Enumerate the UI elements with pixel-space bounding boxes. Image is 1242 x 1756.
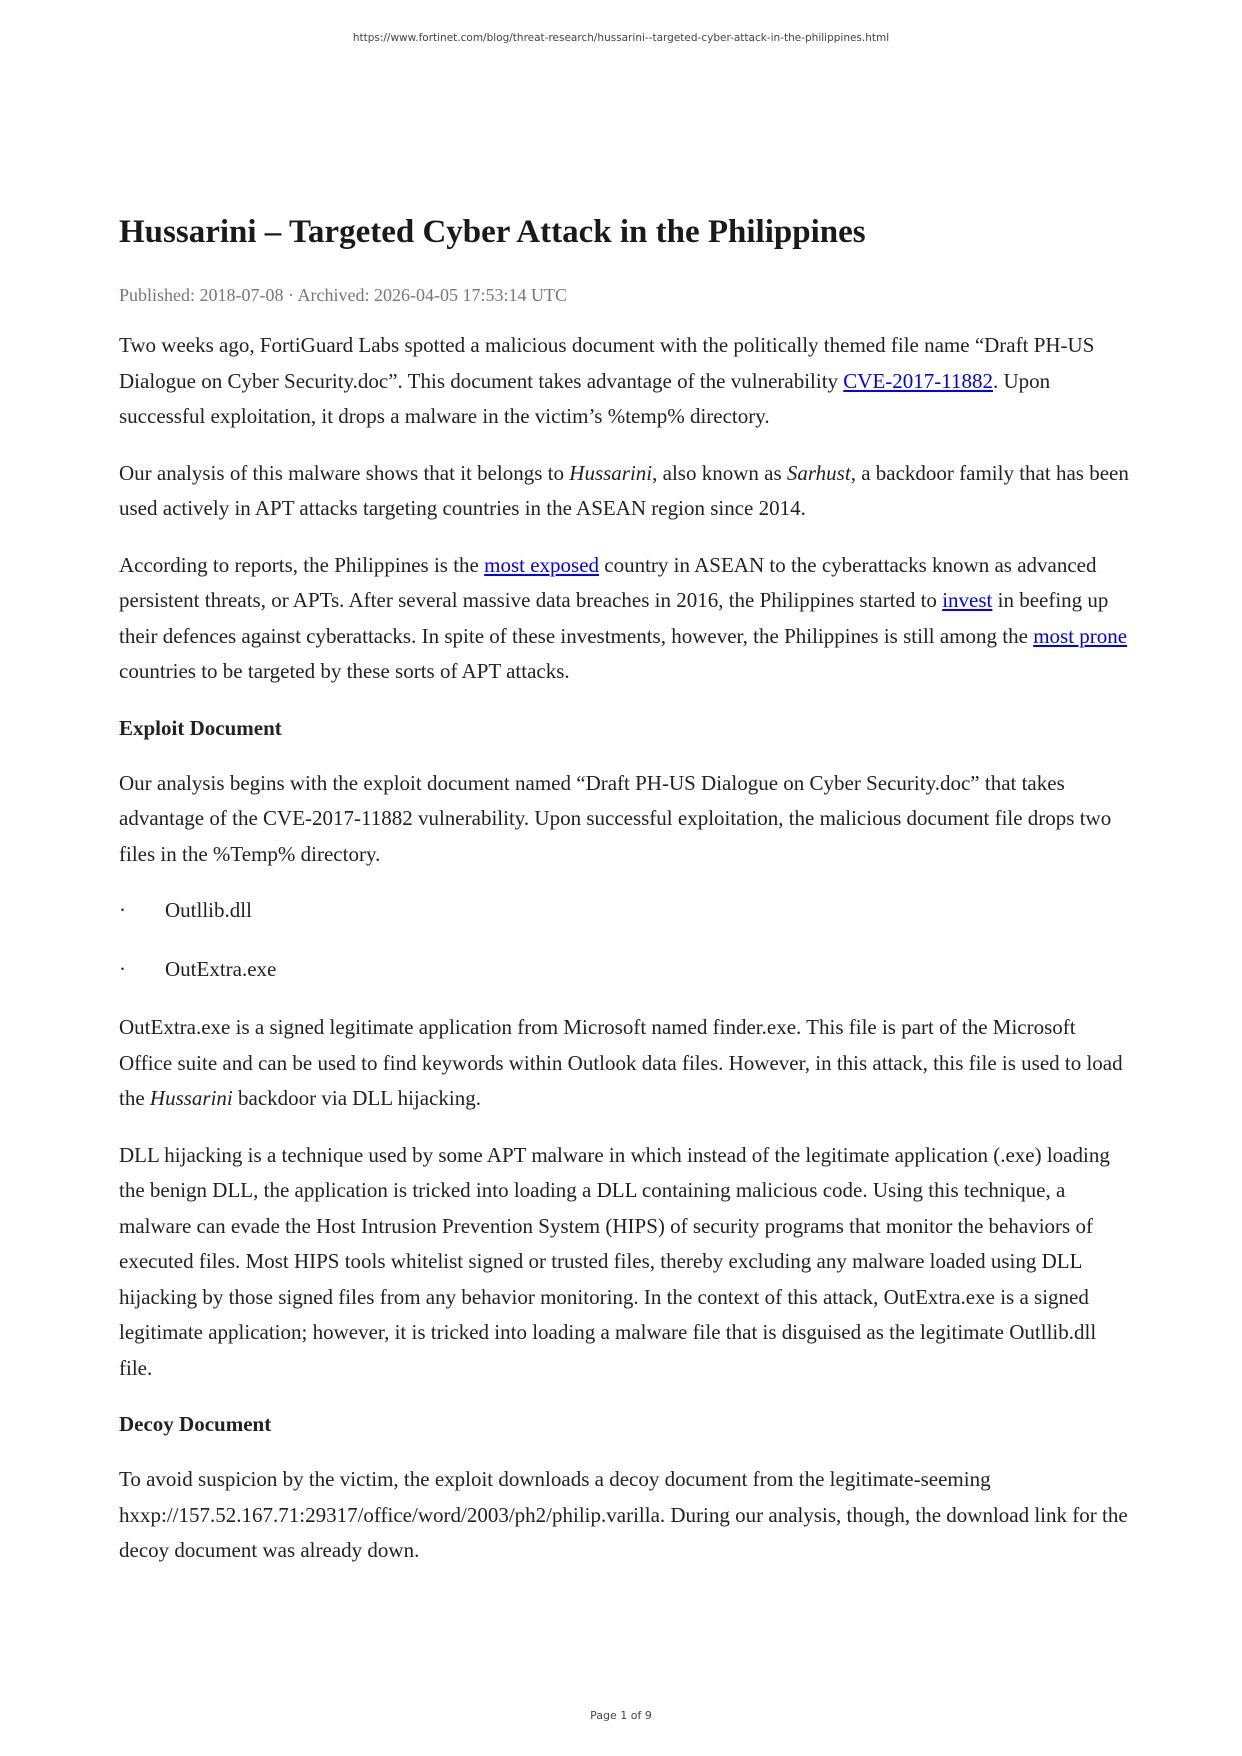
paragraph-decoy: To avoid suspicion by the victim, the exploit downloads a decoy document from the legitimate-seeming hxxp://157.52.167.71:29317/office/word/2003/ph2/philip.varilla. During our analysis, though, the download link for the decoy document was already down.	[119, 1467, 1128, 1562]
malware-name: Hussarini	[149, 1086, 233, 1110]
text: According to reports, the Philippines is the	[119, 552, 485, 577]
paragraph-intro	[119, 328, 1129, 435]
most-exposed-link[interactable]: most exposed	[484, 552, 600, 577]
article-meta: Published: 2018-07-08 · Archived: 2026-04-05 17:53:14 UTC	[119, 285, 567, 305]
text: Two weeks ago, FortiGuard Labs spotted a malicious document with the politically themed file name “Draft PH-US Dialogue on Cyber Security.doc”. This document takes advantage of the vulnerability	[119, 333, 1095, 393]
malware-alias: Sarhust	[786, 460, 851, 485]
text: in beefing up their defences against cyberattacks. In spite of these investments, however, the Philippines is still among the	[119, 588, 1109, 648]
article	[119, 210, 1129, 1590]
heading-exploit-document: Exploit Document	[119, 715, 282, 740]
paragraph-dll-hijacking: DLL hijacking is a technique used by some APT malware in which instead of the legitimate application (.exe) loading the benign DLL, the application is tricked into loading a DLL containing malicious code. Using this technique, a malware can evade the Host Intrusion Prevention System (HIPS) of security programs that monitor the behaviors of executed files. Most HIPS tools whitelist signed or trusted files, thereby excluding any malware loaded using DLL hijacking by those signed files from any behavior monitoring. In the context of this attack, OutExtra.exe is a signed legitimate application; however, it is tricked into loading a malware file that is disguised as the legitimate Outllib.dll file.	[119, 1142, 1110, 1380]
list-item-text: Outllib.dll	[165, 898, 252, 922]
invest-link[interactable]: invest	[942, 588, 993, 612]
text: OutExtra.exe is a signed legitimate application from Microsoft named finder.exe. This file is part of the Microsoft Office suite and can be used to find keywords within Outlook data files. However, in this attack, this file is used to load the	[119, 1015, 1123, 1110]
text: , a backdoor family that has been used actively in APT attacks targeting countries in the ASEAN region since 2014.	[119, 460, 1129, 520]
text: . Upon successful exploitation, it drops a malware in the victim’s %temp% directory.	[119, 368, 1051, 428]
paragraph-reports	[119, 548, 1129, 690]
list-item-text: OutExtra.exe	[165, 956, 277, 981]
text: backdoor via DLL hijacking.	[232, 1086, 481, 1110]
text: countries to be targeted by these sorts of APT attacks.	[119, 659, 570, 683]
list-item	[119, 893, 1129, 929]
text: country in ASEAN to the cyberattacks known as advanced persistent threats, or APTs. After several massive data breaches in 2016, the Philippines started to	[119, 552, 1097, 612]
text: Our analysis of this malware shows that it belongs to	[119, 460, 570, 485]
paragraph-outextra	[119, 1010, 1129, 1117]
page-number: Page 1 of 9	[590, 1709, 652, 1722]
bullet-icon: ·	[119, 898, 126, 922]
page-header-url: https://www.fortinet.com/blog/threat-research/hussarini--targeted-cyber-attack-in-the-philippines.html	[352, 32, 890, 44]
heading-decoy-document: Decoy Document	[119, 1412, 272, 1436]
list-item	[119, 952, 1129, 988]
cve-link[interactable]: CVE-2017-11882	[843, 368, 994, 393]
most-prone-link[interactable]: most prone	[1033, 623, 1128, 648]
malware-name: Hussarini	[569, 460, 653, 485]
text: , also known as	[652, 460, 787, 485]
article-title: Hussarini – Targeted Cyber Attack in the Philippines	[119, 214, 866, 250]
bullet-icon: ·	[119, 956, 126, 981]
paragraph-exploit: Our analysis begins with the exploit document named “Draft PH-US Dialogue on Cyber Security.doc” that takes advantage of the CVE-2017-11882 vulnerability. Upon successful exploitation, the malicious document file drops two files in the %Temp% directory.	[119, 770, 1112, 866]
paragraph-analysis	[119, 456, 1129, 527]
